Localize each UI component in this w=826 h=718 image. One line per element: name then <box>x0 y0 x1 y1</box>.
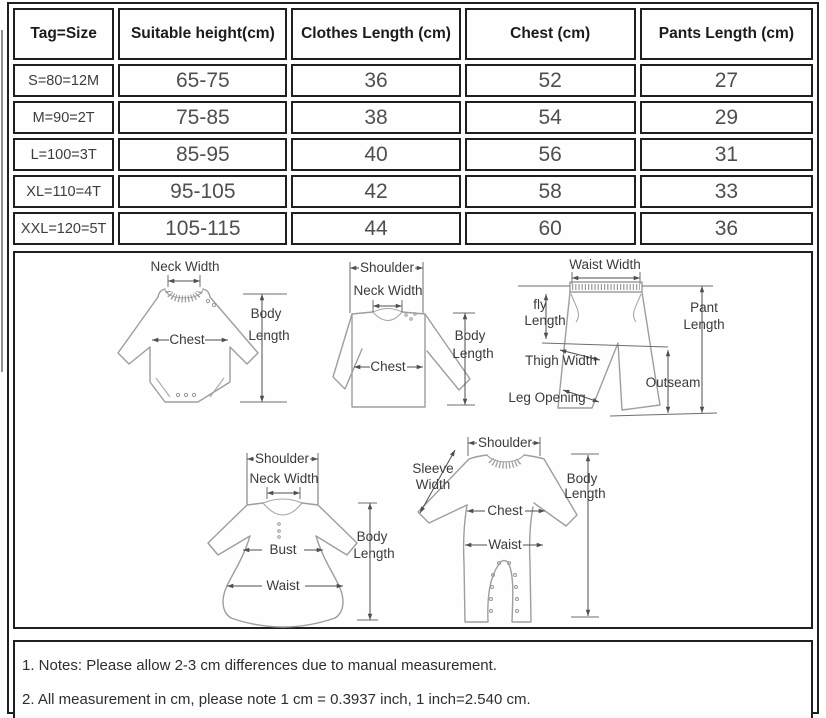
body-length-label-2: Length <box>452 346 494 361</box>
neck-button <box>410 318 412 320</box>
size-tag-cell: L=100=3T <box>13 138 114 171</box>
body-length-label-1: Body <box>454 328 486 343</box>
body-length-label-2: Length <box>353 546 395 561</box>
chest-label: Chest <box>487 503 523 518</box>
notes-box <box>13 640 813 718</box>
neck-width-label: Neck Width <box>249 471 319 486</box>
value-cell: 75-85 <box>118 101 287 134</box>
value-cell: 60 <box>465 212 636 245</box>
value-cell: 54 <box>465 101 636 134</box>
pant-length-label-1: Pant <box>690 300 718 315</box>
header-row <box>13 8 813 60</box>
neck-width-label: Neck Width <box>150 259 220 274</box>
snap-button <box>192 393 195 396</box>
left-edge-line-artifact <box>1 30 3 372</box>
value-cell: 36 <box>291 64 460 97</box>
header-cell-pants-length: Pants Length (cm) <box>640 8 813 60</box>
body-length-label-1: Body <box>250 306 282 321</box>
table-row <box>13 175 813 208</box>
size-tag-cell: XL=110=4T <box>13 175 114 208</box>
thigh-width-label: Thigh Width <box>524 353 598 368</box>
romper-body-left <box>464 505 533 622</box>
pocket-curve <box>633 294 641 322</box>
shoulder-label: Shoulder <box>477 435 533 450</box>
placket-button <box>278 523 281 526</box>
dress-shoulder <box>247 503 318 505</box>
leg-opening-label: Leg Opening <box>508 390 586 405</box>
value-cell: 31 <box>640 138 813 171</box>
sleeve-width-label-1: Sleeve <box>412 461 454 476</box>
snap-button <box>176 393 179 396</box>
waist-width-label: Waist Width <box>569 257 641 272</box>
value-cell: 58 <box>465 175 636 208</box>
header-cell-chest: Chest (cm) <box>465 8 636 60</box>
value-cell: 105-115 <box>118 212 287 245</box>
measurement-diagram-panel <box>13 251 813 629</box>
value-cell: 44 <box>291 212 460 245</box>
fly-length-label-2: Length <box>524 313 566 328</box>
value-cell: 40 <box>291 138 460 171</box>
header-cell-height: Suitable height(cm) <box>118 8 287 60</box>
pocket-curve <box>571 294 579 322</box>
leg-band-line <box>156 378 170 397</box>
neck-button <box>405 314 407 316</box>
value-cell: 56 <box>465 138 636 171</box>
value-cell: 38 <box>291 101 460 134</box>
chest-label: Chest <box>370 359 406 374</box>
neck-width-label: Neck Width <box>353 283 423 298</box>
dress-neckline <box>263 499 302 515</box>
placket-button <box>278 530 281 533</box>
note-line-1: 1. Notes: Please allow 2-3 cm differences due to manual measurement. <box>22 657 497 674</box>
pants-diagram <box>503 253 743 423</box>
value-cell: 33 <box>640 175 813 208</box>
outseam-label: Outseam <box>645 375 701 390</box>
snap-button <box>515 586 518 589</box>
bodysuit-diagram <box>110 258 292 408</box>
shirt-neckline <box>373 309 402 321</box>
table-row <box>13 64 813 97</box>
snap-button <box>516 610 519 613</box>
table-row <box>13 101 813 134</box>
shirt-diagram <box>329 259 505 439</box>
dress-left-sleeve <box>208 505 250 555</box>
snap-button <box>491 586 494 589</box>
table-row <box>13 138 813 171</box>
snap-button <box>490 610 493 613</box>
size-tag-cell: M=90=2T <box>13 101 114 134</box>
value-cell: 29 <box>640 101 813 134</box>
snap-button <box>514 574 517 577</box>
dress-right-sleeve <box>316 505 357 555</box>
table-row <box>13 212 813 245</box>
value-cell: 36 <box>640 212 813 245</box>
snap-button <box>490 598 493 601</box>
note-line-2: 2. All measurement in cm, please note 1 cm = 0.3937 inch, 1 inch=2.540 cm. <box>22 691 531 708</box>
bodysuit-collar-outline <box>165 289 203 298</box>
shoulder-button <box>206 299 209 302</box>
shirt-left-sleeve <box>333 314 362 389</box>
size-tag-cell: XXL=120=5T <box>13 212 114 245</box>
crotch-line <box>542 343 668 347</box>
chart-outer-frame <box>7 2 819 714</box>
value-cell: 65-75 <box>118 64 287 97</box>
value-cell: 52 <box>465 64 636 97</box>
value-cell: 95-105 <box>118 175 287 208</box>
pant-length-label-2: Length <box>683 317 725 332</box>
shoulder-label: Shoulder <box>254 451 310 466</box>
header-cell-tag-size: Tag=Size <box>13 8 114 60</box>
value-cell: 42 <box>291 175 460 208</box>
bust-label: Bust <box>269 542 297 557</box>
placket-button <box>278 536 281 539</box>
shoulder-label: Shoulder <box>359 260 415 275</box>
romper-diagram <box>403 433 609 627</box>
neck-button <box>414 313 416 315</box>
body-length-label-2: Length <box>564 486 606 501</box>
body-length-label-1: Body <box>356 529 388 544</box>
chest-label: Chest <box>169 332 205 347</box>
waist-label: Waist <box>266 578 300 593</box>
snap-button <box>516 598 519 601</box>
waistband-outline <box>570 282 642 292</box>
fly-length-label-1: fly <box>533 297 547 312</box>
size-table <box>9 4 817 249</box>
body-length-label-2: Length <box>248 328 290 343</box>
sleeve-width-label-2: Width <box>415 477 451 492</box>
size-tag-cell: S=80=12M <box>13 64 114 97</box>
header-cell-clothes-length: Clothes Length (cm) <box>291 8 460 60</box>
hem-reference-line <box>610 413 717 416</box>
shoulder-button <box>212 303 215 306</box>
waist-label: Waist <box>488 537 522 552</box>
dress-diagram <box>200 439 396 627</box>
snap-button <box>184 393 187 396</box>
value-cell: 27 <box>640 64 813 97</box>
value-cell: 85-95 <box>118 138 287 171</box>
body-length-label-1: Body <box>566 471 598 486</box>
